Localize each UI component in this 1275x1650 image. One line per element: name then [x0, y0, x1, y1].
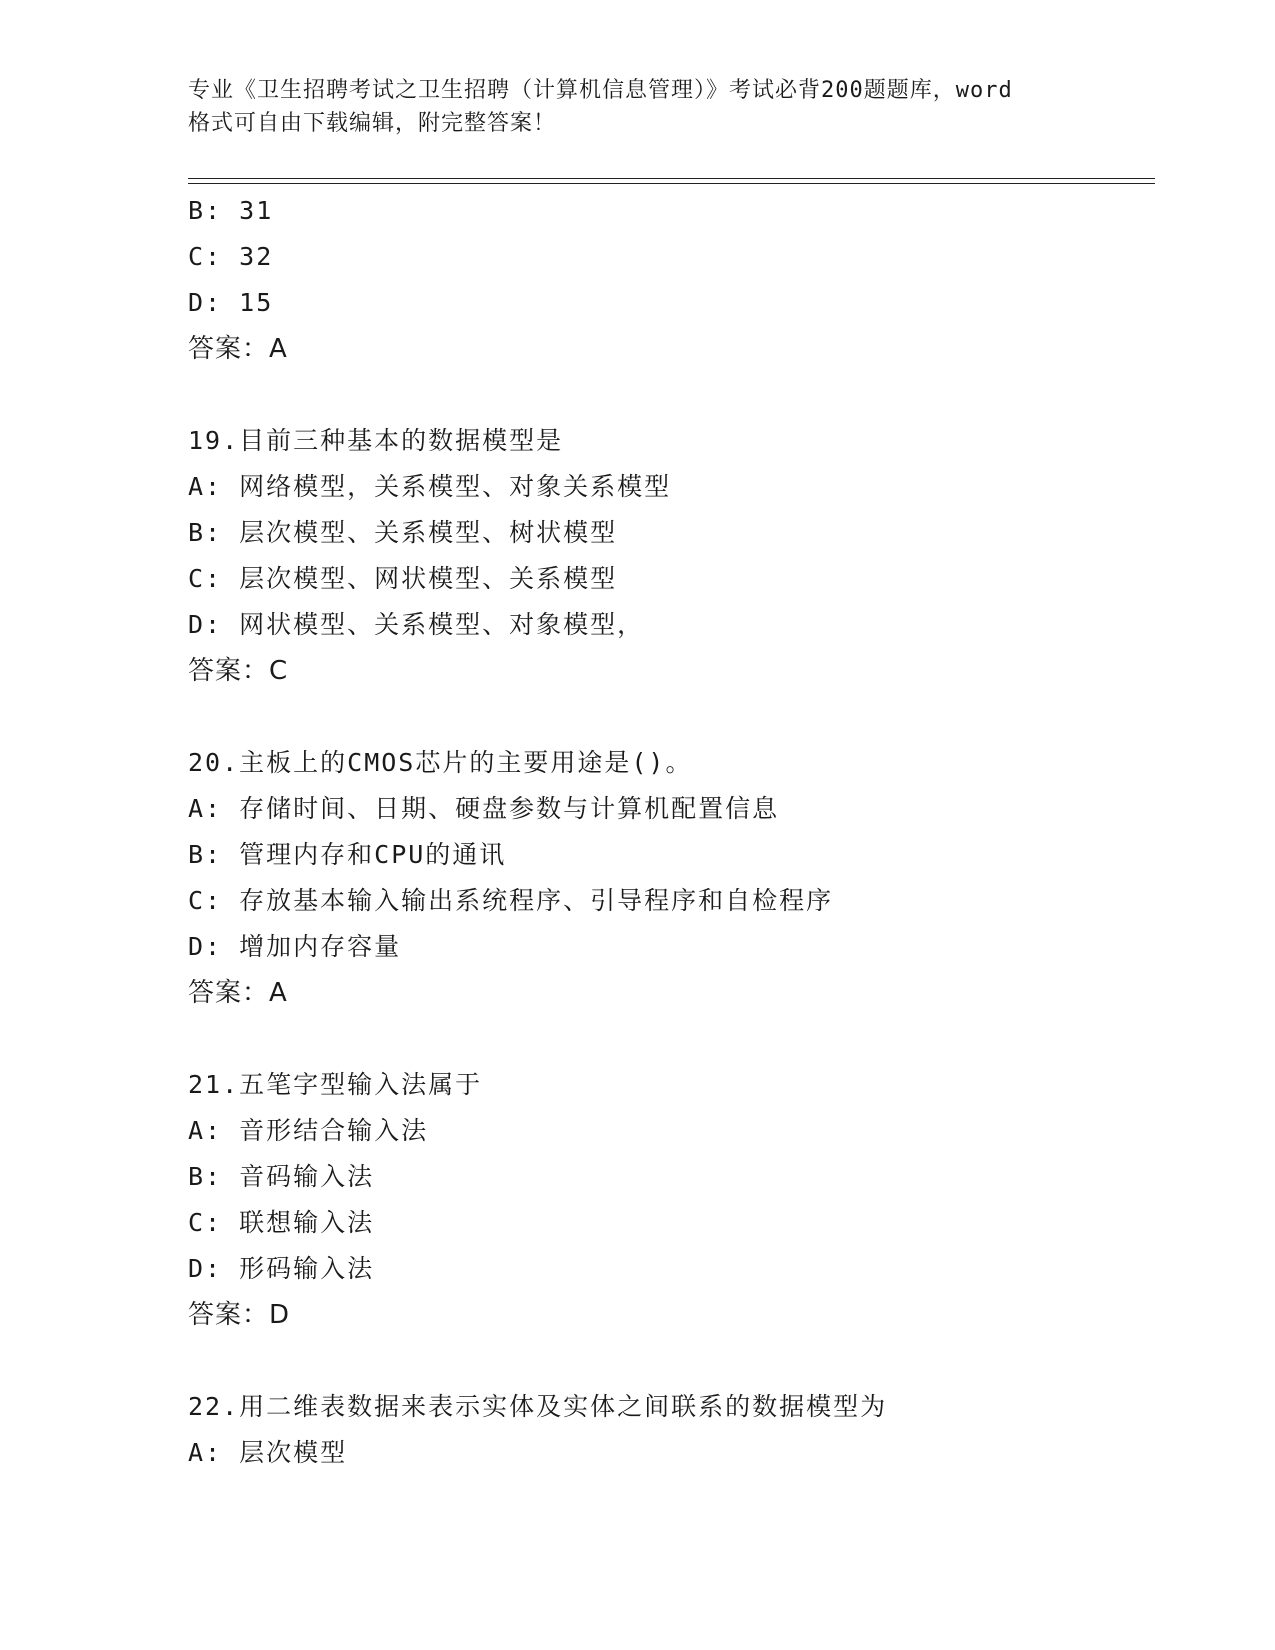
question-title: 19.目前三种基本的数据模型是	[188, 426, 564, 455]
spacer	[188, 372, 1148, 418]
question-title: 20.主板上的CMOS芯片的主要用途是()。	[188, 748, 693, 777]
document-header	[188, 74, 1088, 140]
option-d: D: 增加内存容量	[188, 932, 402, 961]
header-line-1: 专业《卫生招聘考试之卫生招聘（计算机信息管理）》考试必背200题题库，word	[188, 78, 1013, 103]
option-d: D: 形码输入法	[188, 1254, 375, 1283]
header-line-2: 格式可自由下载编辑，附完整答案！	[188, 111, 557, 136]
option-d: D: 15	[188, 288, 274, 317]
spacer	[188, 1016, 1148, 1062]
option-a: A: 存储时间、日期、硬盘参数与计算机配置信息	[188, 794, 780, 823]
option-a: A: 层次模型	[188, 1438, 348, 1467]
spacer	[188, 694, 1148, 740]
question-title: 22.用二维表数据来表示实体及实体之间联系的数据模型为	[188, 1392, 888, 1421]
option-a: A: 网络模型，关系模型、对象关系模型	[188, 472, 672, 501]
option-c: C: 层次模型、网状模型、关系模型	[188, 564, 618, 593]
answer: 答案：A	[188, 978, 288, 1008]
option-a: A: 音形结合输入法	[188, 1116, 429, 1145]
answer: 答案：A	[188, 334, 288, 364]
answer: 答案：C	[188, 656, 289, 686]
answer: 答案：D	[188, 1300, 291, 1330]
question-title: 21.五笔字型输入法属于	[188, 1070, 483, 1099]
option-b: B: 音码输入法	[188, 1162, 375, 1191]
option-d: D: 网状模型、关系模型、对象模型，	[188, 610, 645, 639]
option-b: B: 31	[188, 196, 274, 225]
spacer	[188, 1338, 1148, 1384]
option-b: B: 管理内存和CPU的通讯	[188, 840, 507, 869]
header-divider-top	[188, 178, 1155, 179]
option-c: C: 32	[188, 242, 274, 271]
option-b: B: 层次模型、关系模型、树状模型	[188, 518, 618, 547]
question-list	[188, 188, 1148, 1476]
option-c: C: 存放基本输入输出系统程序、引导程序和自检程序	[188, 886, 834, 915]
option-c: C: 联想输入法	[188, 1208, 375, 1237]
header-divider-bottom	[188, 183, 1155, 184]
